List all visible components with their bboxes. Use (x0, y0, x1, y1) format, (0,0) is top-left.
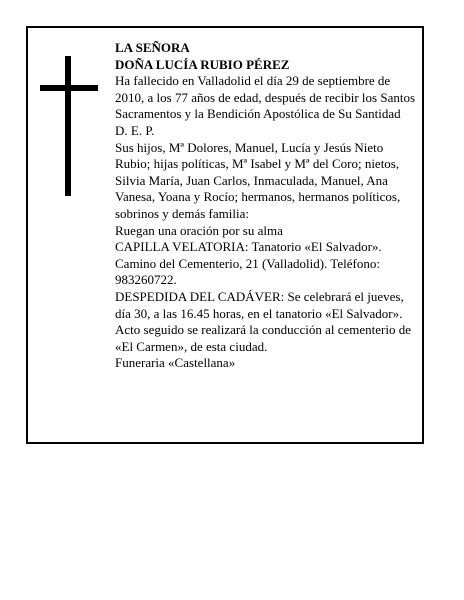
death-announcement: Ha fallecido en Valladolid el día 29 de septiembre de 2010, a los 77 años de edad, después de recibir los Santos Sacramentos y la Bendición Apostólica de Su Santidad (115, 73, 416, 122)
family-list: Sus hijos, Mª Dolores, Manuel, Lucía y Jesús Nieto Rubio; hijas políticas, Mª Isabel y Mª del Coro; nietos, Silvia María, Juan Carlos, Inmaculada, Manuel, Ana Vanesa, Yoana y Rocío; hermanos, hermanos políticos, sobrinos y demás familia: (115, 139, 401, 221)
rip-line: D. E. P. (115, 122, 155, 138)
farewell-info: DESPEDIDA DEL CADÁVER: Se celebrará el jueves, día 30, a las 16.45 horas, en el tanatorio «El Salvador». Acto seguido se realizará la conducción al cementerio de «El Carmen», de esta ciudad. (115, 288, 411, 354)
funeral-home: Funeraria «Castellana» (115, 355, 236, 371)
cross-horizontal-bar (40, 85, 98, 91)
obituary-frame (26, 26, 424, 444)
deceased-name: DOÑA LUCÍA RUBIO PÉREZ (115, 56, 290, 72)
chapel-info: CAPILLA VELATORIA: Tanatorio «El Salvador». Camino del Cementerio, 21 (Valladolid). Teléfono: 983260722. (115, 239, 382, 288)
prayer-request: Ruegan una oración por su alma (115, 222, 283, 238)
cross-vertical-bar (65, 56, 71, 196)
obituary-title: LA SEÑORA (115, 40, 190, 55)
obituary-text (115, 40, 419, 372)
cross-icon (40, 56, 98, 196)
